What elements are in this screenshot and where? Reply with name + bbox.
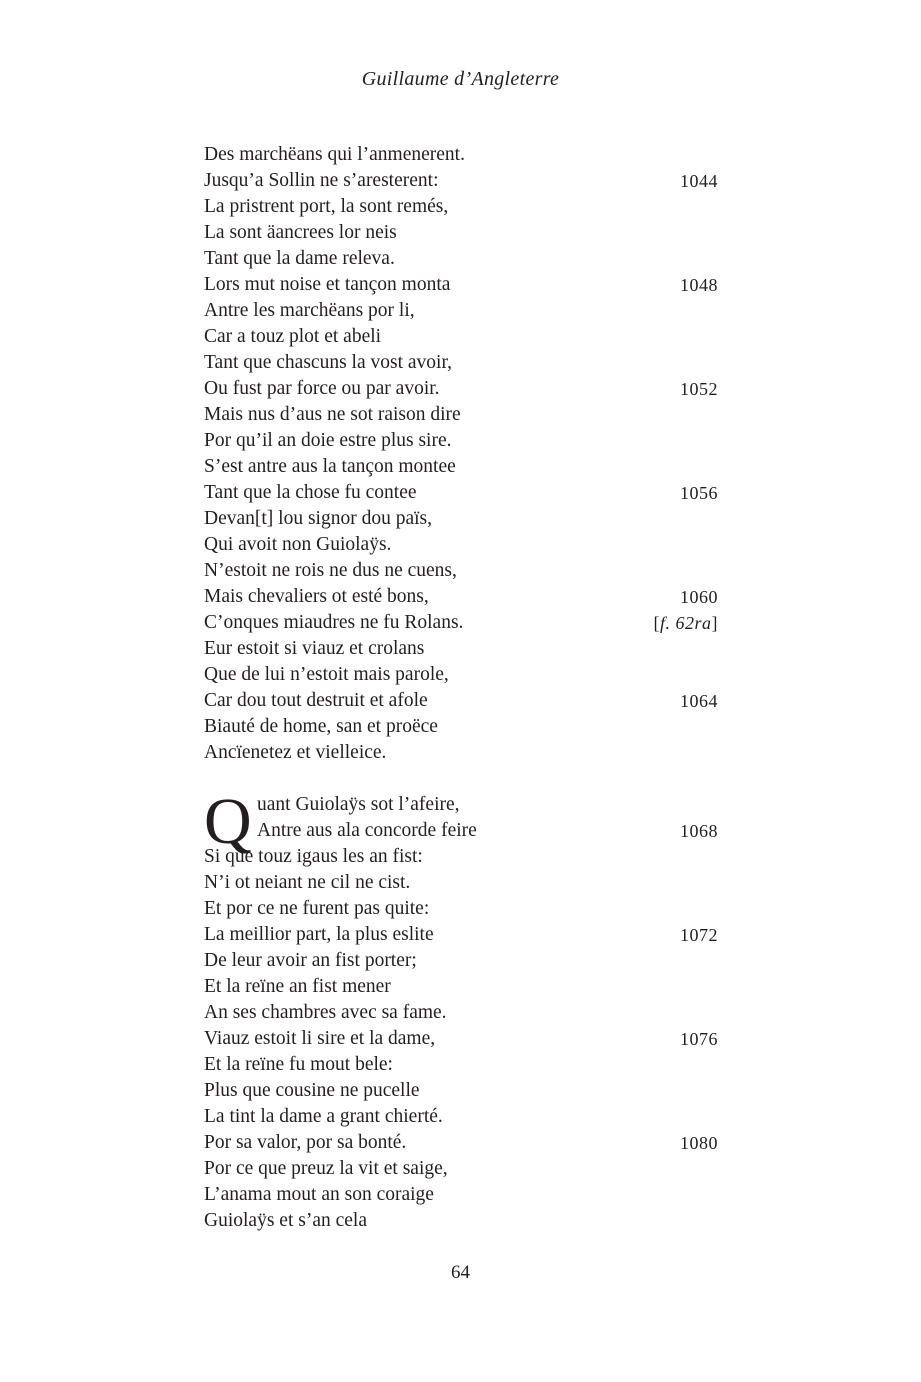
verse-line: [204, 922, 718, 948]
verse-line: [204, 220, 718, 246]
verse-text: Tant que la chose fu contee: [204, 482, 417, 503]
verse-text: Antre aus ala concorde feire: [257, 820, 477, 841]
verse-text: Mais nus d’aus ne sot raison dire: [204, 404, 461, 425]
verse-text: Car dou tout destruit et afole: [204, 690, 428, 711]
verse-line: [204, 818, 718, 844]
line-number: 1060: [680, 587, 718, 607]
verse-text: Plus que cousine ne pucelle: [204, 1080, 420, 1101]
verse-text: Si que touz igaus les an fist:: [204, 846, 423, 867]
line-number: 1080: [680, 1133, 718, 1153]
verse-line: [204, 454, 718, 480]
verse-text: Por ce que preuz la vit et saige,: [204, 1158, 448, 1179]
folio-bracket-close: ]: [711, 613, 718, 633]
verse-line: [204, 272, 718, 298]
verse-text: La meillior part, la plus eslite: [204, 924, 434, 945]
verse-text: N’estoit ne rois ne dus ne cuens,: [204, 560, 457, 581]
line-number: 1076: [680, 1029, 718, 1049]
verse-text: L’anama mout an son coraige: [204, 1184, 434, 1205]
folio-label: f. 62ra: [659, 613, 712, 633]
verse-text: La pristrent port, la sont remés,: [204, 196, 449, 217]
verse-line: [204, 298, 718, 324]
verse-text: Ou fust par force ou par avoir.: [204, 378, 440, 399]
verse-text: Qui avoit non Guiolaÿs.: [204, 534, 392, 555]
verse-line: [204, 402, 718, 428]
verse-line: [204, 636, 718, 662]
verse-line: [204, 350, 718, 376]
verse-line: [204, 1104, 718, 1130]
verse-text: C’onques miaudres ne fu Rolans.: [204, 612, 464, 633]
verse-text: La tint la dame a grant chierté.: [204, 1106, 443, 1127]
verse-line: [204, 896, 718, 922]
verse-text: La sont äancrees lor neis: [204, 222, 397, 243]
verse-text: An ses chambres avec sa fame.: [204, 1002, 447, 1023]
verse-line: [204, 974, 718, 1000]
verse-line: [204, 688, 718, 714]
verse-text: Tant que chascuns la vost avoir,: [204, 352, 453, 373]
verse-line: [204, 324, 718, 350]
verse-line: [204, 714, 718, 740]
verse-line: [204, 194, 718, 220]
verse-line: [204, 584, 718, 610]
verse-text: Viauz estoit li sire et la dame,: [204, 1028, 436, 1049]
line-number: 1068: [680, 821, 718, 841]
verse-text: Et la reïne an fist mener: [204, 976, 391, 997]
verse-line: [204, 610, 718, 636]
verse-line: [204, 662, 718, 688]
verse-text: Ancïenetez et vielleice.: [204, 742, 387, 763]
verse-text: Car a touz plot et abeli: [204, 326, 382, 347]
verse-text: Antre les marchëans por li,: [204, 300, 415, 321]
page-number: 64: [451, 1262, 470, 1283]
verse-text: Biauté de home, san et proëce: [204, 716, 438, 737]
verse-text: Lors mut noise et tançon monta: [204, 274, 451, 295]
verse-text: Por qu’il an doie estre plus sire.: [204, 430, 452, 451]
verse-line: [204, 1026, 718, 1052]
verse-line: [204, 532, 718, 558]
verse-line: [204, 870, 718, 896]
verse-text: Eur estoit si viauz et crolans: [204, 638, 425, 659]
verse-text: S’est antre aus la tançon montee: [204, 456, 456, 477]
verse-line: [204, 1208, 718, 1234]
verse-line: [204, 1156, 718, 1182]
line-number: 1044: [680, 171, 718, 191]
verse-line: [204, 246, 718, 272]
verse-line: [204, 1182, 718, 1208]
verse-text: Mais chevaliers ot esté bons,: [204, 586, 429, 607]
verse-line: [204, 558, 718, 584]
stanza-1: [204, 142, 718, 766]
verse-line: [204, 1130, 718, 1156]
line-number: 1048: [680, 275, 718, 295]
verse-line: [204, 1052, 718, 1078]
verse-text: Et por ce ne furent pas quite:: [204, 898, 430, 919]
verse-line: [204, 168, 718, 194]
verse-line: [204, 142, 718, 168]
verse-text: Devan[t] lou signor dou païs,: [204, 508, 433, 529]
folio-bracket-open: [: [653, 613, 660, 633]
verse-line: [204, 506, 718, 532]
line-number: 1072: [680, 925, 718, 945]
verse-text: N’i ot neiant ne cil ne cist.: [204, 872, 411, 893]
running-head: Guillaume d’Angleterre: [361, 68, 560, 90]
verse-text: Et la reïne fu mout bele:: [204, 1054, 393, 1075]
line-number: 1056: [680, 483, 718, 503]
line-number: 1052: [680, 379, 718, 399]
verse-text: Jusqu’a Sollin ne s’aresterent:: [204, 170, 439, 191]
verse-line: [204, 1000, 718, 1026]
verse-text: Guiolaÿs et s’an cela: [204, 1210, 367, 1231]
verse-text: Por sa valor, por sa bonté.: [204, 1132, 407, 1153]
verse-line: [204, 844, 718, 870]
stanza-2: [204, 785, 718, 1234]
line-number: 1064: [680, 691, 718, 711]
verse-text: uant Guiolaÿs sot l’afeire,: [257, 794, 460, 815]
verse-line: [204, 1078, 718, 1104]
verse-text: Des marchëans qui l’anmenerent.: [204, 144, 465, 165]
verse-text: Tant que la dame releva.: [204, 248, 395, 269]
verse-line: [204, 428, 718, 454]
verse-text: Que de lui n’estoit mais parole,: [204, 664, 449, 685]
verse-line: [204, 480, 718, 506]
verse-line: [204, 948, 718, 974]
verse-line: [204, 740, 718, 766]
folio-reference: [653, 610, 718, 636]
drop-cap: Q: [204, 785, 252, 858]
verse-text: De leur avoir an fist porter;: [204, 950, 417, 971]
verse-line: [204, 376, 718, 402]
